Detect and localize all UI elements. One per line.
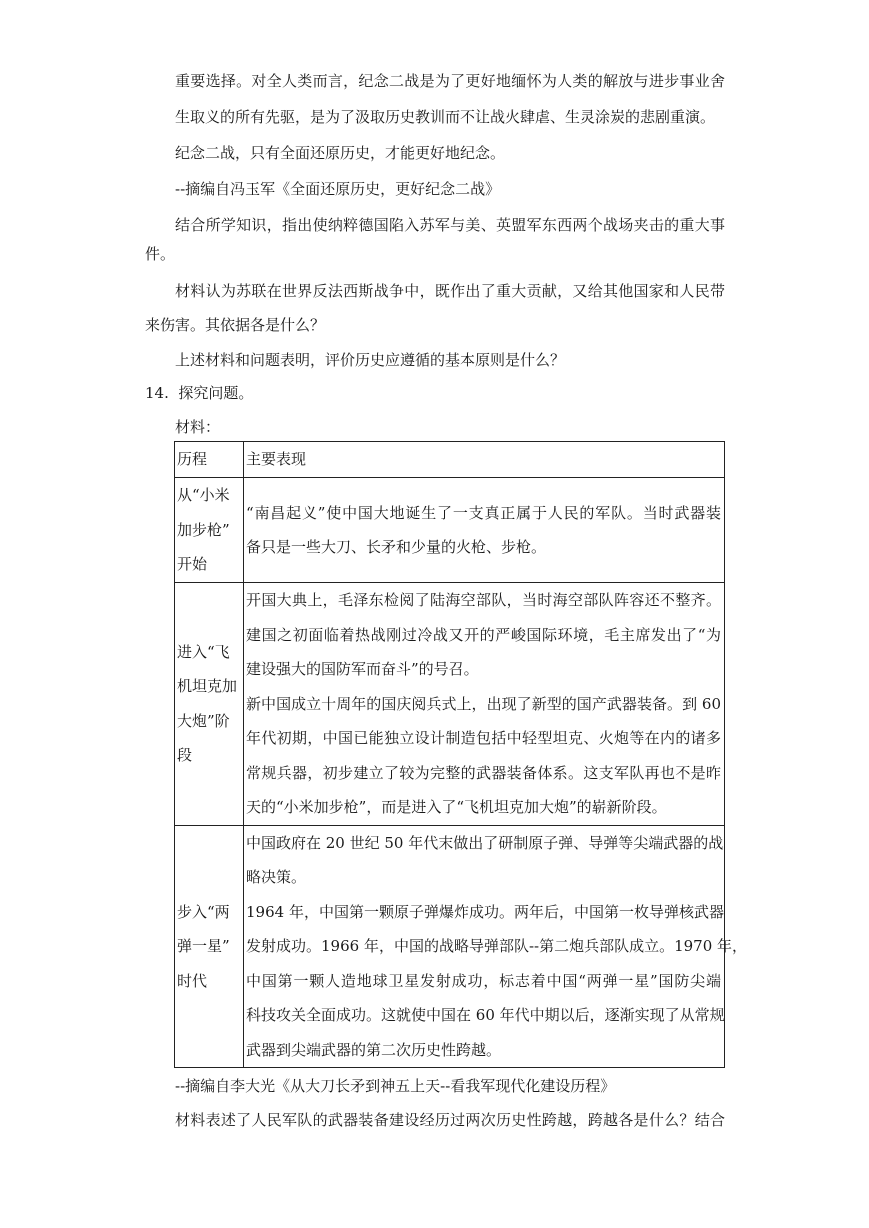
content-line: 年代初期，中国已能独立设计制造包括中轻型坦克、火炮等在内的诸多	[246, 729, 721, 747]
content-cell	[244, 478, 725, 583]
stage-line: 时代	[177, 971, 208, 990]
table-row	[175, 583, 725, 826]
content-line: 中国第一颗人造地球卫星发射成功，标志着中国“两弹一星”国防尖端	[246, 971, 721, 990]
stage-line: 从“小米	[177, 486, 230, 505]
content-line: 武器到尖端武器的第二次历史性跨越。	[246, 1040, 502, 1059]
stage-cell	[175, 478, 244, 583]
content-line: 建设强大的国防军而奋斗”的号召。	[246, 660, 479, 678]
stage-line: 机坦克加	[177, 677, 238, 696]
content-line: 1964 年，中国第一颗原子弹爆炸成功。两年后，中国第一枚导弹核武器	[246, 902, 724, 921]
table-row	[175, 825, 725, 1068]
content-line: 新中国成立十周年的国庆阅兵式上，出现了新型的国产武器装备。到 60	[246, 694, 721, 713]
stage-line: 加步枪”	[177, 520, 230, 539]
stage-cell	[175, 825, 244, 1068]
passage-line: 生取义的所有先驱，是为了汲取历史教训而不让战火肆虐、生灵涂炭的悲剧重演。	[175, 108, 716, 126]
table-header-row	[175, 442, 725, 478]
content-line: 发射成功。1966 年，中国的战略导弹部队--第二炮兵部队成立。1970 年，	[246, 937, 748, 955]
material-table	[174, 441, 748, 1068]
table-row	[175, 478, 725, 583]
content-line: 备只是一些大刀、长矛和少量的火枪、步枪。	[246, 538, 547, 556]
question-line: 来伤害。其依据各是什么？	[145, 316, 326, 334]
content-line: 常规兵器，初步建立了较为完整的武器装备体系。这支军队再也不是昨	[246, 763, 721, 782]
question-line: 上述材料和问题表明，评价历史应遵循的基本原则是什么？	[175, 351, 566, 369]
content-line: 天的“小米加步枪”，而是进入了“飞机坦克加大炮”的崭新阶段。	[246, 798, 667, 816]
stage-line: 开始	[177, 555, 208, 574]
content-line: 科技攻关全面成功。这就使中国在 60 年代中期以后，逐渐实现了从常规	[246, 1006, 725, 1024]
stage-line: 步入“两	[177, 902, 230, 921]
content-line: 中国政府在 20 世纪 50 年代末做出了研制原子弹、导弹等尖端武器的战	[246, 833, 724, 852]
question-line: 材料表述了人民军队的武器装备建设经历过两次历史性跨越，跨越各是什么？结合	[175, 1111, 725, 1129]
content-line: 建国之初面临着热战刚过冷战又开的严峻国际环境，毛主席发出了“为	[246, 625, 721, 644]
content-cell	[244, 825, 748, 1068]
content-cell	[244, 583, 725, 826]
stage-line: 大炮”阶	[177, 711, 230, 730]
passage-line: 纪念二战，只有全面还原历史，才能更好地纪念。	[175, 144, 506, 162]
material-label: 材料：	[175, 418, 221, 436]
stage-line: 段	[177, 746, 193, 765]
passage-line: 重要选择。对全人类而言，纪念二战是为了更好地缅怀为人类的解放与进步事业舍	[175, 72, 725, 90]
source-citation: --摘编自李大光《从大刀长矛到神五上天--看我军现代化建设历程》	[175, 1077, 616, 1095]
question-line: 材料认为苏联在世界反法西斯战争中，既作出了重大贡献，又给其他国家和人民带	[175, 282, 725, 300]
question-line: 结合所学知识，指出使纳粹德国陷入苏军与美、英盟军东西两个战场夹击的重大事	[175, 216, 725, 234]
stage-cell	[175, 583, 244, 826]
stage-line: 弹一星”	[177, 937, 230, 955]
stage-line: 进入“飞	[177, 642, 230, 661]
content-line: 开国大典上，毛泽东检阅了陆海空部队，当时海空部队阵容还不整齐。	[246, 591, 721, 609]
source-citation: --摘编自冯玉军《全面还原历史，更好纪念二战》	[175, 180, 501, 198]
table-header-cell: 历程	[175, 442, 244, 478]
content-line: 略决策。	[246, 868, 307, 886]
question-line: 件。	[145, 245, 176, 263]
table-header-cell: 主要表现	[244, 442, 725, 478]
content-line: “南昌起义”使中国大地诞生了一支真正属于人民的军队。当时武器装	[246, 503, 721, 522]
question-number-title: 14. 探究问题。	[145, 384, 254, 402]
